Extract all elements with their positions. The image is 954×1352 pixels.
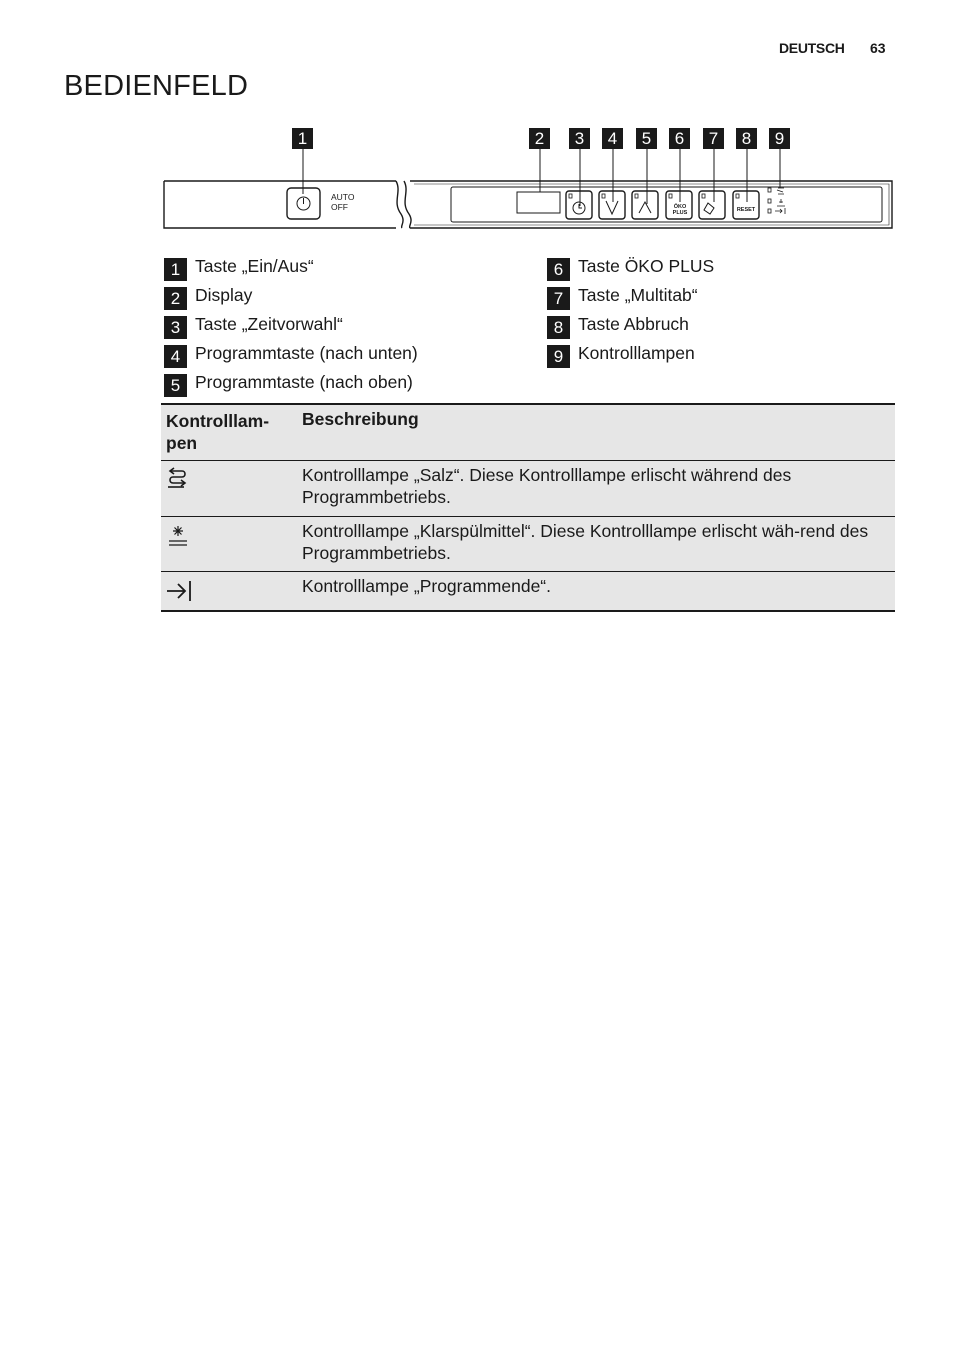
- legend-number: 1: [164, 258, 187, 281]
- callout-3: 3: [569, 128, 590, 149]
- callout-8: 8: [736, 128, 757, 149]
- callout-2: 2: [529, 128, 550, 149]
- legend-text: Programmtaste (nach oben): [195, 372, 413, 392]
- callout-6: 6: [669, 128, 690, 149]
- salt-indicator-icon: [165, 467, 189, 498]
- table-header-indicator: Kontrolllam- pen: [166, 411, 270, 453]
- auto-label: AUTO: [331, 192, 355, 202]
- page-number: 63: [870, 40, 886, 56]
- off-label: OFF: [331, 202, 348, 212]
- legend-number: 9: [547, 345, 570, 368]
- legend-text: Kontrolllampen: [578, 343, 695, 363]
- control-panel-diagram: [158, 122, 898, 234]
- callout-9: 9: [769, 128, 790, 149]
- page-title: BEDIENFELD: [64, 70, 249, 102]
- end-of-programme-icon: [165, 578, 195, 609]
- plus-label: PLUS: [672, 210, 688, 216]
- legend-text: Taste Abbruch: [578, 314, 689, 334]
- oeko-plus-button-label: [670, 204, 690, 216]
- row-description: Kontrolllampe „Salz“. Diese Kontrolllampe erlischt während des Programmbetriebs.: [302, 465, 792, 507]
- legend-text: Taste „Ein/Aus“: [195, 256, 314, 276]
- table-row: [161, 517, 895, 572]
- callout-7: 7: [703, 128, 724, 149]
- legend-number: 2: [164, 287, 187, 310]
- legend-text: Programmtaste (nach unten): [195, 343, 418, 363]
- legend-text: Display: [195, 285, 253, 305]
- callout-4: 4: [602, 128, 623, 149]
- legend-number: 4: [164, 345, 187, 368]
- table-row: [161, 461, 895, 517]
- power-mode-label: [331, 192, 354, 212]
- legend-number: 3: [164, 316, 187, 339]
- panel-break-left: [396, 181, 403, 228]
- legend-number: 7: [547, 287, 570, 310]
- legend-text: Taste „Multitab“: [578, 285, 698, 305]
- panel-left-outline: [164, 181, 396, 228]
- table-header-row: [161, 403, 895, 461]
- callout-5: 5: [636, 128, 657, 149]
- header-language: DEUTSCH: [779, 40, 845, 56]
- panel-break-right: [404, 181, 411, 228]
- indicator-table: [161, 403, 895, 612]
- legend-text: Taste „Zeitvorwahl“: [195, 314, 343, 334]
- legend-number: 6: [547, 258, 570, 281]
- legend-text: Taste ÖKO PLUS: [578, 256, 715, 276]
- row-description: Kontrolllampe „Klarspülmittel“. Diese Kontrolllampe erlischt wäh-rend des Programmbetriebs.: [302, 521, 869, 563]
- reset-button-label: RESET: [736, 207, 756, 213]
- table-row: [161, 572, 895, 612]
- table-header-description: Beschreibung: [302, 409, 419, 429]
- rinse-aid-indicator-icon: [165, 523, 191, 554]
- row-description: Kontrolllampe „Programmende“.: [302, 576, 551, 596]
- callout-1: 1: [292, 128, 313, 149]
- oeko-label: ÖKO: [673, 204, 687, 210]
- legend-number: 5: [164, 374, 187, 397]
- legend-number: 8: [547, 316, 570, 339]
